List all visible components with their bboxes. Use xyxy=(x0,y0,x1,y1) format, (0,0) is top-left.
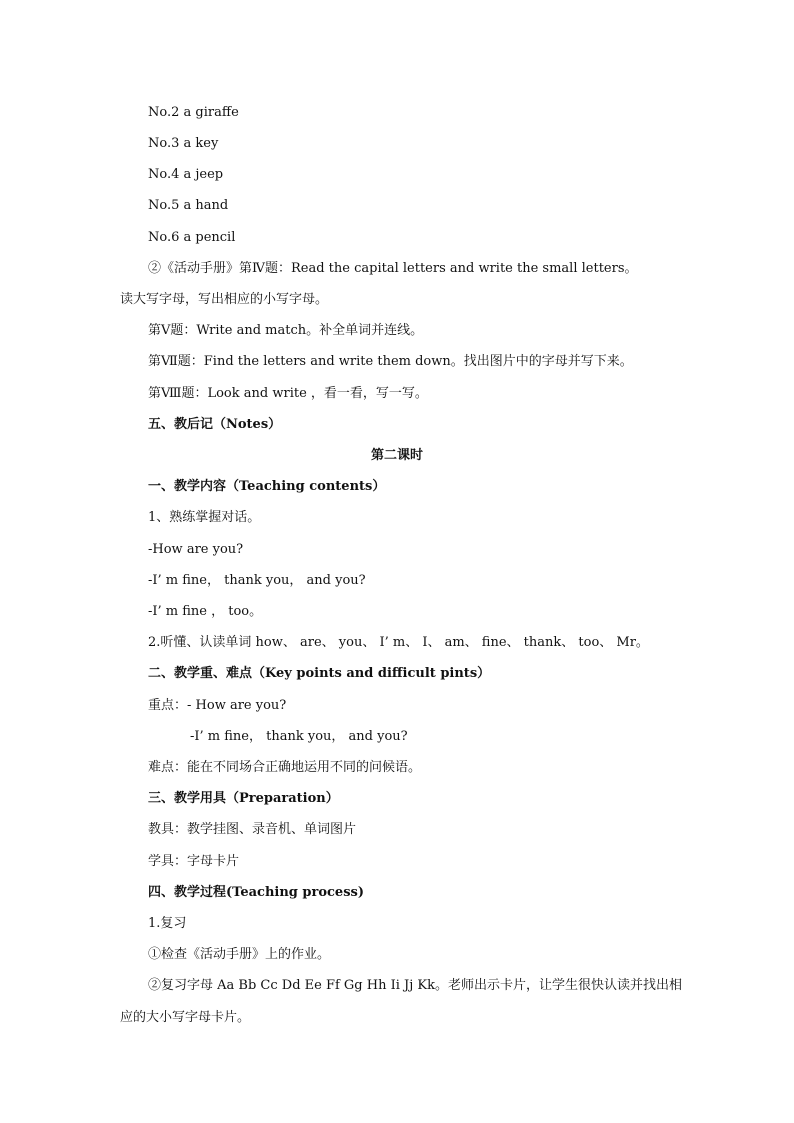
item-no5: No.5 a hand xyxy=(148,198,229,213)
key-point-cont: -I’ m fine， thank you， and you? xyxy=(190,729,408,744)
item-no6: No.6 a pencil xyxy=(148,230,236,245)
section-teaching-contents-heading: 一、教学内容（Teaching contents） xyxy=(148,479,386,494)
item-no2: No.2 a giraffe xyxy=(148,105,239,120)
review-item-1: ①检查《活动手册》上的作业。 xyxy=(148,947,331,962)
dialogue-line-1: -How are you? xyxy=(148,542,244,557)
workbook-exercise-8: 第Ⅷ题：Look and write ，看一看，写一写。 xyxy=(148,386,428,401)
section-key-points-heading: 二、教学重、难点（Key points and difficult pints） xyxy=(148,666,491,681)
student-materials: 学具：字母卡片 xyxy=(148,854,240,869)
item-no4: No.4 a jeep xyxy=(148,167,224,182)
review-item-2: ②复习字母 Aa Bb Cc Dd Ee Ff Gg Hh Ii Jj Kk。老师出示卡片，让学生很快认读并找出相 xyxy=(148,978,682,993)
workbook-exercise-4: ②《活动手册》第Ⅳ题：Read the capital letters and write the small letters。 xyxy=(148,261,638,276)
contents-item-1: 1、熟练掌握对话。 xyxy=(148,510,261,525)
review-item-2-cont: 应的大小写字母卡片。 xyxy=(120,1010,251,1025)
workbook-exercise-5: 第Ⅴ题：Write and match。补全单词并连线。 xyxy=(148,323,424,338)
contents-item-2: 2.听懂、认读单词 how、 are、 you、 I’ m、 I、 am、 fine、 thank、 too、 Mr。 xyxy=(148,635,649,650)
section-preparation-heading: 三、教学用具（Preparation） xyxy=(148,791,339,806)
section-teaching-process-heading: 四、教学过程(Teaching process) xyxy=(148,885,364,900)
process-step-review: 1.复习 xyxy=(148,916,187,931)
section-notes-heading: 五、教后记（Notes） xyxy=(148,417,282,432)
key-point: 重点：- How are you? xyxy=(148,698,287,713)
teacher-materials: 教具：教学挂图、录音机、单词图片 xyxy=(148,822,357,837)
lesson-two-title: 第二课时 xyxy=(370,448,423,463)
dialogue-line-3: -I’ m fine ， too。 xyxy=(148,604,263,619)
item-no3: No.3 a key xyxy=(148,136,219,151)
workbook-exercise-4-cont: 读大写字母，写出相应的小写字母。 xyxy=(120,292,329,307)
workbook-exercise-7: 第Ⅶ题：Find the letters and write them down。找出图片中的字母并写下来。 xyxy=(148,354,633,369)
dialogue-line-2: -I’ m fine， thank you， and you? xyxy=(148,573,366,588)
difficult-point: 难点：能在不同场合正确地运用不同的问候语。 xyxy=(148,760,422,775)
